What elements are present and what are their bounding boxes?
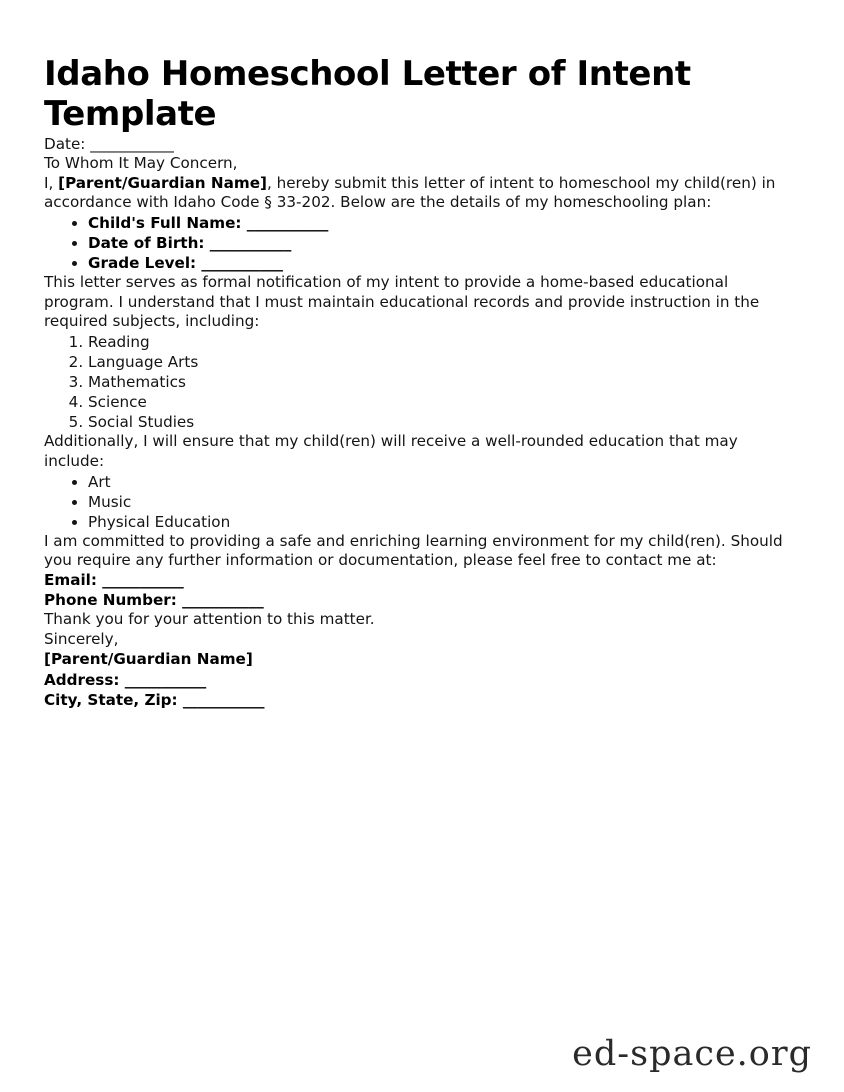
- signature-name: [Parent/Guardian Name]: [44, 650, 253, 669]
- date-line: [44, 135, 800, 155]
- child-detail-label: Date of Birth:: [88, 234, 210, 253]
- intro-rest: , hereby submit this letter of intent to homeschool my child(ren) in accordance with Idaho Code § 33-202. Below are the details of my homeschooling plan:: [44, 173, 776, 212]
- list-item: • Physical Education: [88, 512, 800, 532]
- child-detail-blank: ___________: [209, 234, 292, 253]
- city-blank: ___________: [182, 690, 265, 709]
- list-item: • Art: [88, 472, 800, 492]
- intro-name-placeholder: [Parent/Guardian Name]: [58, 173, 267, 192]
- list-item: [88, 233, 800, 253]
- intro-paragraph: [44, 174, 800, 213]
- child-detail-blank: ___________: [246, 213, 329, 232]
- additional-paragraph: Additionally, I will ensure that my child(ren) will receive a well-rounded education that may include:: [44, 432, 738, 470]
- list-item: 5. Social Studies: [88, 412, 800, 432]
- child-details-list: [44, 213, 800, 273]
- salutation: To Whom It May Concern,: [44, 154, 238, 173]
- closing-line: Sincerely,: [44, 629, 119, 648]
- page-title: Idaho Homeschool Letter of Intent Template: [44, 54, 691, 134]
- email-line: [44, 571, 800, 591]
- notification-paragraph: This letter serves as formal notification of my intent to provide a home-based educational program. I understand that I must maintain educational records and provide instruction in the required subjects, including:: [44, 273, 760, 331]
- commitment-paragraph: I am committed to providing a safe and enriching learning environment for my child(ren). Should you require any further information or documentation, please feel free to contact me at:: [44, 531, 783, 570]
- email-blank: ___________: [102, 570, 184, 589]
- thank-you-line: Thank you for your attention to this matter.: [44, 610, 375, 629]
- address-label: Address:: [44, 670, 125, 689]
- list-item: 2. Language Arts: [88, 352, 800, 372]
- list-item: 3. Mathematics: [88, 372, 800, 392]
- enrichment-subjects-list: [44, 472, 800, 532]
- child-detail-label: Child's Full Name:: [88, 213, 247, 232]
- city-label: City, State, Zip:: [44, 690, 183, 709]
- watermark: ed-space.org: [572, 1034, 812, 1074]
- phone-line: [44, 591, 800, 611]
- phone-label: Phone Number:: [44, 590, 183, 609]
- list-item: [88, 253, 800, 273]
- email-label: Email:: [44, 570, 103, 589]
- date-label: Date:: [44, 134, 91, 153]
- signature-address-line: [44, 670, 800, 690]
- phone-blank: ___________: [182, 590, 264, 609]
- signature-block: [44, 649, 800, 710]
- list-item: • Music: [88, 492, 800, 512]
- date-blank: ___________: [90, 134, 174, 153]
- list-item: 1. Reading: [88, 332, 800, 352]
- intro-lead: I,: [44, 173, 59, 192]
- address-blank: ___________: [124, 670, 207, 689]
- child-detail-blank: ___________: [201, 254, 283, 273]
- required-subjects-list: [44, 332, 800, 432]
- child-detail-label: Grade Level:: [88, 254, 202, 273]
- signature-city-line: [44, 690, 800, 710]
- list-item: [88, 213, 800, 233]
- list-item: 4. Science: [88, 392, 800, 412]
